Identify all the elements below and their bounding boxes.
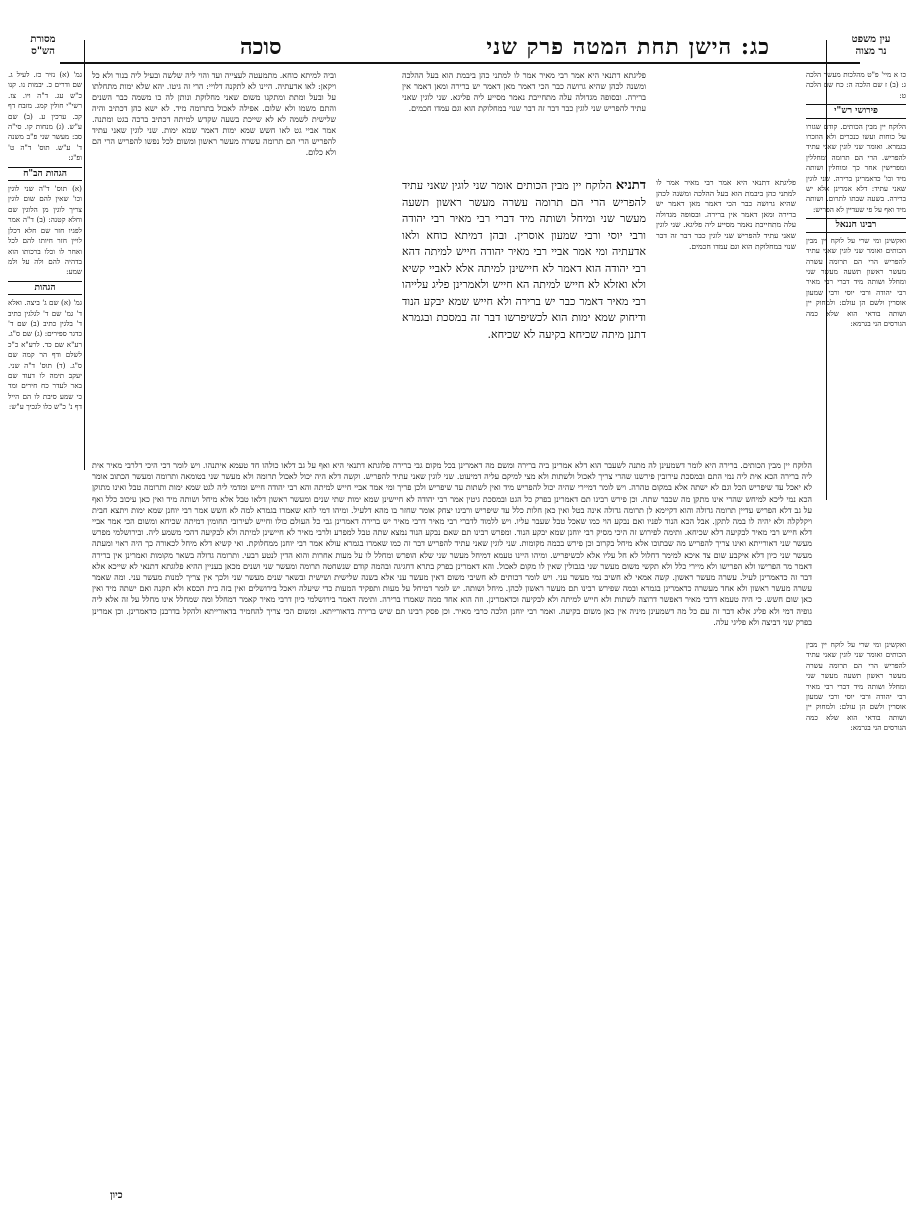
hagahot-text: גמ' (א) שם ג' ביצה. ואלא ד' גמ' שם ד' לגלגין כתיב ד' בלגין כתיב (ב) שם ד' כדגר ספירים: (ג) שם ס"ג. רע"א שם כד. לרע"א כ"כ לשלם ודף הר קמה שם ס"ג. (ד) תוס' ד"ה שני. יעקב תימה לו דעוד שם באר לעדר כח חירים ומד כי שמע סיבת לו הם הייל דף נ' כ"ש כלו לגכיך ע"ש: (8, 298, 82, 412)
chapter-title: הישן תחת המטה פרק שני (486, 34, 733, 60)
right-inner-commentary-text: פליגתא דתנאי היא אמר רבי מאיר אמר לו למתני כהן ביבמת הוא בעל ההלכה ומשנה לכהן שהיא גרושה כבר הכי דאמר מאן דאמר יש ברירה ומאן דאמר אין ברירה. ובסופה מגדולה עלה מתחייבת נאמר מסייע ליה פליגא. שני לוגין שאני עתיד להפריש שני לוגין כבר דבר זה דבר שנוי במחלוקת הוא וגם עמדו חכמים. (656, 178, 796, 251)
page-title (486, 34, 770, 60)
left-margin-column (8, 70, 82, 430)
catchword: כיון (110, 1190, 123, 1201)
rashi-text: הלוקח יין מבין הכותים. קודם שגזרו על כוחות ועשו כנכרים ולא הוזכרו בגמרא. ואומר שני לוגין שאני עתיד להפריש. הרי הם תרומה ומחללין ומפרישין אחר כך ומוחלין ושותה מיד וכו' כדאמרינן ברירה. שני לוגין שאני עתיד: דלא אמרינן אלא יש ברירה. בשעה שבתו לתרום. ושותה מיד ואף על פי שעדיין לא הפריש: (806, 121, 906, 214)
hagahot-bach-text: (א) תוס' ד"ה שני לוגין וכו' שאין להם שום לוגין צריך לוגין מן הלוגין שם וחלא קטנה: (ב) ד"ה אמר לפגיו חזר שם חלא דכלן לויין חזר חיותו להם לכל ואחר לו וכלו ברכותו הוא בדהיה להם ולה על ולמ שמע: (8, 184, 82, 277)
ein-mishpat-text: כו א מיי' פ"ט מהלכות מעשר הלכה ג: (ב) ז שם הלכה ה: כח שם הלכה ט: (806, 70, 906, 100)
right-lower-margin-text: ואקשינן ומי שרי על לוקח יין מבין הכותים ואומר שני לוגין שאני עתיד להפריש הרי הם תרומה עשרה מעשר ראשון תשעה מעשר שני ומחלל ושותה מיד דברי רבי מאיר רבי יהודה ורבי יוסי ורבי שמעון אוסרין ולשם הן עולם: ולמחוק יין ושותה בודאי הוא שלא כמה הגורסים הני בגרמא: (806, 640, 906, 733)
mesoret-heading-text: מסורת הש"ס (30, 34, 56, 57)
tractate-name: סוכה (240, 34, 282, 60)
main-text-lead: דתניא (615, 178, 646, 193)
lower-commentary-text: הלוקח יין מבין הכותים. ברירה היא לומר דשמעינן לה מתנה לשעבר הוא דלא אמרינן ביה ברירה ומשם מה דאמרינן בכל מקום גבי ברירה פלוגתא דתנאי היא ואף על גב דלאו כולהו חד טעמא איתנהו. ויש לומר דכי היכי דלרבי מאיר אית ליה ברירה הכא אית ליה נמי התם ובמסכת עירובין פירשנו שהרי צריך לאכול ולשתות ולא מצי למיקם עליה דמיעוט. שני לוגין שאני עתיד להפריש. וקשה דלא היה יכול לאכול תרומה ולא מעשר שני בטומאה ותרומה ומעשר הכתוב אומר לא יאכל עד שיפריש הכל וגם לא ישתה אלא במקום טהרה. ויש לומר דמיירי שהיה יכול להפריש מיד ואין לשתות עד שיפריש ולכן פריך ומי אמר אביי חייש למיתה והא רבי יהודה חייש ומדמי ליה לגט שמא ימות ותרומה טבל ואינו מתוקן הכא נמי ליכא למיחש שהרי אינו מתקן מה שכבר שתה. וכן פירש רבינו תם דאמרינן בפרק כל הגט ובמסכת גיטין אמר רבי יהודה לא חיישינן שמא ימות שתי שנים ומעשר ראשון דלאו טבל אלא מיחל ושותה מיד ואין כאן עיכוב כלל ואף על גב דלא הפריש עדיין תרומה גדולה והוא דקיימא לן תרומה גדולה אינה בטל ואין כאן חלות כלל עד שיפריש ורבינו יצחק אומר שחזר בו מהא דלעיל. ומיהו דמי להא שאמרו בגמרא למה לא חשש אמר רבי יוחנן שמא ימות ויתצא חבית ויקלקלה ולא יהיה לו במה לתקן. אבל הכא הנוד לפניו ואם נבקע הוי כמו שאכל טבל שעבר עליו. ויש ללמוד לדברי רבי מאיר דרבי מאיר יש ברירה דאמרינן גבי כל העולם כולו וחייש לעירובי תחומין דמיתה שכיחא ומשום הכי אמר אביי דלא חייש רבי מאיר לבקיעה דלא שכיחא. ותימה לפירוש זה היכי מסיק רבי יוחנן שמא יבקע הנוד. ומפרש רבינו תם שאם נבקע הנוד נמצא שתה טבל למפרע ולרבי מאיר לא חיישינן למיתה ולא לבקיעה דהכי משמע ליה. ובירושלמי מפרש מעשר שני דאורייתא ואינו צריך להפריש מה שבתוכו אלא מיחל בקרוב וכן פירש בכמה מקומות. שני לוגין שאני עתיד להפריש דבר זה כמו שאמרו בגמרא עולא אמר רבי יוחנן ממחלוקת. ואי קשיא דלא מיחל לכאורה כך היה ראוי ומעתה מעשר שני כיון דלא איקבע שום צד איכא למימר דחלול לא חל עליו אלא לכשיפריש. ומיהו היינו טעמא דמיחל מעשר שני שלא הופרש ומחלל לו על מעות אחרות והוא הדין לנטע רבעי. ותרומה גדולה בשאר מקומות ואמרינן אין ברירה דאמר מר הפרישו ולא הפרישו ולא מיירי כלל ולא תקשי משום מעשר שני בגבולין שאין לו מקום לאכול. והא דאמרינן בפרק בתרא דחגיגה ובהמה קודם שנשחטה תרומה ומעשר שני ושנים מכאן בעניין ההיא פלוגתא דתנאי לא שייכא אלא דבר זה כדאמרינן לעיל. עשרה מעשר ראשון. קשה אמאי לא חשיב נמי מעשר עני. ויש לומר דכותים לא חשיבי משום דאין מעשר עני אלא בשנה שלישית ושישית ובשאר שנים מעשר שני ולכך אין צריך למנות מעשר עני. ומה שאמר עשרה מעשר ראשון ולא אחד מעשרה כדאמרינן בגמרא ובמה שפירש רבינו תם מעשר ראשון לכהן. מיחל ושותה. יש לומר דמיחל על מעות ותפקיד המעות כדי שיעלה ויאכל בירושלים ואין בזה בית הכסא ולא תקנה ואם ישתה מיד ואין כאן שום חשש. כי היה טעמא דרבי מאיר דאפשר דרוצה לשתות ולא חייש למיתה ולא לבקיעה וכדאמרינן. וזה הוא אחד ממה שאמרו ברירה. ותימה דאמר בירושלמי כיון דרבי מאיר קאמר דמחלל ומה שמחלל אינו מחלל על זה אלא ליה גופיה דמי ולא פליג אלא דבר זה עם כל מה דשמעינן מיניה אין כאן משום בקיעה. ואמר רבי יוחנן הלכה כרבי מאיר. וכן פסק רבינו תם שיש ברירה בדאורייתא. ומשום הכי צריך להחמיר בדאורייתא ולהקל בדרבנן כדאמרינן. וכן אמרינן בפרק שני דביצה ולא פליגי עלה. (92, 461, 812, 627)
upper-right-commentary-text: פליגתא דתנאי היא אמר רבי מאיר אמר לו למתני כהן ביבמת הוא בעל ההלכה ומשנה לכהן שהיא גרושה כבר הכי דאמר מאן דאמר יש ברירה ומאן דאמר אין ברירה. ובסופה מגדולה עלה מתחייבת נאמר מסייע ליה פליגא. שני לוגין שאני עתיד להפריש שני לוגין כבר דבר זה דבר שנוי במחלוקת הוא וגם עמדו חכמים. (402, 71, 646, 113)
upper-left-commentary (92, 70, 336, 450)
page-header (60, 34, 860, 64)
upper-left-commentary-text: וביה למיתא כוחא. מתמעטה לעצייה ועד והוי ליה שלשה ובעיל ליה בנור ולא כל ויקאן: לאו אדעתיה. היינו לא לתקנה דלויי: הרי זה גיטו. יהא שלא ימות מתחלתו על ובעל ומתת ומתקנו משום שאני מחלוקת ונותן לה כו משמה כבר השנים והתם משמו ולא שלום. אפילה לאכול בתרומה מיד. לא ישא כהן דכתיב והיה שלישית לשמה לא לא שייכת בשעה שקדש למיתה דכתיב ברכה בגט ומתנה. אמר אביי גט לאו חשש שמא ימות דאמר שמא ימות. שני לוגין שאני עתיד להפריש הרי הם תרומה עשרה מעשר ראשון ומשום לכל נפשו להפריש הרי הם ולא כלום. (92, 71, 336, 157)
rabbeinu-chananel-text: ואקשינן ומי שרי על לוקח יין מבין הכותים ואומר שני לוגין שאני עתיד להפריש הרי הם תרומה עשרה מעשר ראשון תשעה מעשר שני ומחלל ושותה מיד דברי רבי מאיר רבי יהודה ורבי יוסי ורבי שמעון אוסרין ולשם הן עולם: ולמחוק יין ושותה בודאי הוא שלא כמה הגורסים הני בגרמא: (806, 235, 906, 328)
hagahot-bach-heading: הגהות הב"ח (8, 167, 82, 181)
main-text-block (402, 178, 646, 448)
left-margin-rule (84, 40, 85, 470)
rabbeinu-chananel-heading: רבינו חננאל (806, 218, 906, 232)
ein-mishpat-heading-text: עין משפט נר מצוה (851, 34, 891, 57)
mesoret-text: גמ' (א) נזיר כז. לעיל ג. שם ודרים כ. יבמות נו. קנו כ"ש עג. ד"ה ויו. צז. רשי"י חולין קמג. מזבח דף קכ. ערכין ע. (ב) שם ע"ש. (ג) מנחות קו. סי"ה סב: מעשר שני פ"ב משנה ד' ע"ש. תוס' ד"ה ט' ופ"ג: (8, 70, 82, 163)
daf-number: כג: (740, 34, 770, 60)
hagahot-heading: הגהות (8, 281, 82, 295)
main-text-body: הלוקח יין מבין הכותים אומר שני לוגין שאני עתיד להפריש הרי הם תרומה עשרה מעשר ראשון תשעה מעשר שני ומיחל ושותה מיד דברי רבי מאיר רבי יהודה ורבי יוסי ורבי שמעון אוסרין. ובהן דמיתא כוחא ולאו אדעתיה ומי אמר אביי רבי מאיר יהודה חייש למיתה דהא רבי יהודה הוא דאמר לא חיישינן למיתה אלא לאביי קשיא ולא ואזלא לא חייש למיתה הא חייש ולאמרינן פליג עלייהו רבי מאיר דאמר כבר יש ברירה ולא חייש שמא יבקע הנוד ודיחוק שמא ימות הוא לכשיפרשו דבר זה במסכת ובגמרא דתנן מיתה שכיחא בקיעה לא שכיחא. (402, 179, 646, 341)
lower-commentary (92, 460, 812, 1180)
upper-right-commentary (402, 70, 646, 170)
right-inner-commentary (656, 178, 796, 448)
right-lower-margin (806, 640, 906, 970)
rashi-heading: פירושי רש"י (806, 104, 906, 118)
right-margin-column (806, 70, 906, 630)
